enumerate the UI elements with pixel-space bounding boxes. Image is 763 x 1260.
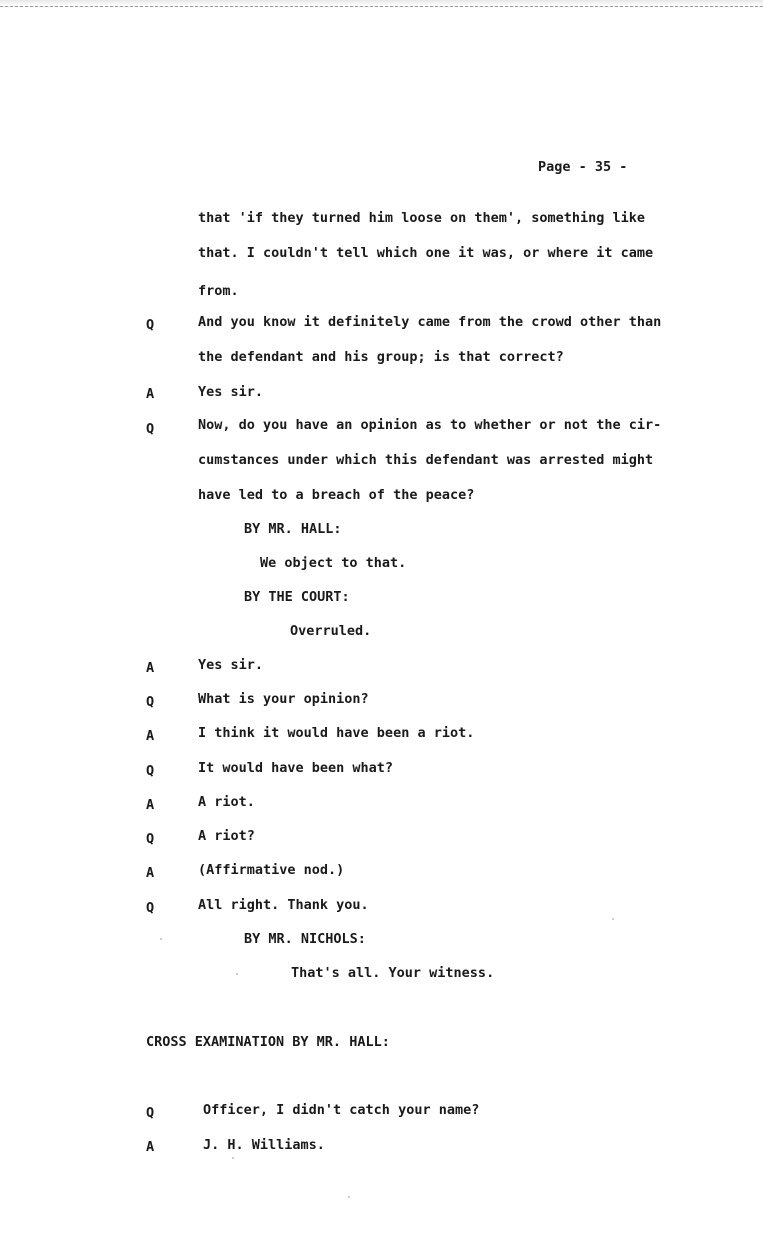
- body-line: It would have been what?: [198, 760, 394, 776]
- scan-speck: [348, 1196, 350, 1198]
- page-top-edge: [0, 0, 763, 7]
- body-line: (Affirmative nod.): [198, 862, 345, 878]
- body-line: I think it would have been a riot.: [198, 725, 475, 741]
- body-line: the defendant and his group; is that correct?: [198, 349, 564, 365]
- speaker-a: A: [146, 865, 155, 881]
- body-line: Now, do you have an opinion as to whether or not the cir-: [198, 417, 662, 433]
- speaker-a: A: [146, 797, 155, 813]
- body-line: that. I couldn't tell which one it was, or where it came: [198, 245, 654, 261]
- statement-line: That's all. Your witness.: [291, 965, 495, 981]
- speaker-a: A: [146, 660, 155, 676]
- speaker-q: Q: [146, 763, 155, 779]
- body-line: J. H. Williams.: [203, 1137, 325, 1153]
- speaker-a: A: [146, 728, 155, 744]
- body-line: Officer, I didn't catch your name?: [203, 1102, 480, 1118]
- speaker-q: Q: [146, 831, 155, 847]
- speaker-heading: BY THE COURT:: [244, 589, 350, 605]
- speaker-a: A: [146, 1139, 155, 1155]
- body-line: A riot?: [198, 828, 255, 844]
- scan-speck: [160, 938, 162, 940]
- body-line: cumstances under which this defendant was arrested might: [198, 452, 654, 468]
- speaker-q: Q: [146, 317, 155, 333]
- speaker-q: Q: [146, 1105, 155, 1121]
- speaker-q: Q: [146, 694, 155, 710]
- statement-line: We object to that.: [260, 555, 407, 571]
- scan-speck: [612, 918, 614, 920]
- page-number: Page - 35 -: [538, 159, 628, 175]
- body-line: from.: [198, 283, 239, 299]
- speaker-q: Q: [146, 421, 155, 437]
- body-line: have led to a breach of the peace?: [198, 487, 475, 503]
- body-line: And you know it definitely came from the crowd other than: [198, 314, 662, 330]
- scan-speck: [236, 973, 238, 975]
- body-line: A riot.: [198, 794, 255, 810]
- speaker-heading: BY MR. HALL:: [244, 521, 342, 537]
- speaker-q: Q: [146, 900, 155, 916]
- scan-speck: [232, 1157, 234, 1159]
- section-heading: CROSS EXAMINATION BY MR. HALL:: [146, 1034, 390, 1050]
- body-line: Yes sir.: [198, 384, 264, 400]
- speaker-heading: BY MR. NICHOLS:: [244, 931, 366, 947]
- body-line: that 'if they turned him loose on them', something like: [198, 210, 646, 226]
- speaker-a: A: [146, 386, 155, 402]
- body-line: What is your opinion?: [198, 691, 369, 707]
- body-line: All right. Thank you.: [198, 897, 369, 913]
- statement-line: Overruled.: [290, 623, 372, 639]
- body-line: Yes sir.: [198, 657, 264, 673]
